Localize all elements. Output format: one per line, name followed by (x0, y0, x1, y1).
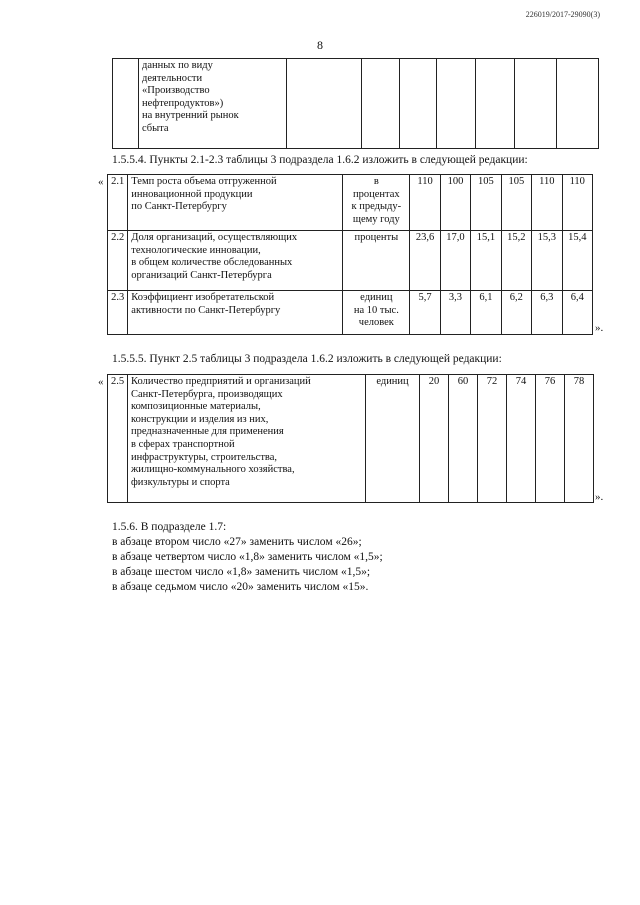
text-line: Количество предприятий и организаций (131, 376, 311, 387)
unit: единиц (366, 375, 420, 503)
value-cell: 15,4 (562, 231, 592, 291)
document-id: 226019/2017-29090(3) (525, 10, 600, 19)
value-cell: 6,2 (501, 291, 531, 335)
text-line: человек (358, 317, 394, 329)
cell-value (362, 59, 400, 149)
text-line: процентах (353, 188, 400, 200)
cell-value (437, 59, 476, 149)
indicator-name (128, 231, 343, 291)
indicator-name (128, 375, 366, 503)
text-line: к предыду- (351, 201, 402, 213)
text-line: организаций Санкт-Петербурга (131, 269, 272, 281)
value-cell: 6,4 (562, 291, 592, 335)
value-cell: 6,1 (471, 291, 501, 335)
cell-num (113, 59, 139, 149)
close-quote: ». (595, 322, 604, 334)
open-quote: « (98, 376, 104, 388)
paragraph-1-5-5-4: 1.5.5.4. Пункты 2.1-2.3 таблицы 3 подраздела 1.6.2 изложить в следующей редакции: (112, 154, 528, 166)
indicator-name (128, 175, 343, 231)
value-cell: 78 (565, 375, 594, 503)
value-cell: 5,7 (410, 291, 440, 335)
cell-value (400, 59, 437, 149)
top-table (112, 58, 599, 149)
text-line: щему году (352, 213, 400, 225)
text-line: Темп роста объема отгруженной (131, 176, 277, 187)
value-cell: 6,3 (532, 291, 562, 335)
text-line: Коэффициент изобретательской (131, 292, 275, 303)
value-cell: 105 (501, 175, 531, 231)
value-cell: 110 (562, 175, 592, 231)
unit (343, 175, 410, 231)
table-row (108, 231, 593, 291)
row-number: 2.5 (108, 375, 128, 503)
text-line: «Производство (142, 85, 210, 97)
value-cell: 76 (536, 375, 565, 503)
row-number: 2.3 (108, 291, 128, 335)
text-line: на внутренний рынок (142, 110, 239, 122)
text-line: физкультуры и спорта (131, 476, 230, 488)
page-number: 8 (317, 38, 323, 52)
text-line: инновационной продукции (131, 188, 253, 200)
value-cell: 72 (478, 375, 507, 503)
value-cell: 15,1 (471, 231, 501, 291)
value-cell: 60 (449, 375, 478, 503)
table-row (108, 175, 593, 231)
text-line: в сферах транспортной (131, 438, 235, 450)
text-line: конструкции и изделия из них, (131, 413, 269, 425)
value-cell: 3,3 (440, 291, 470, 335)
indicator-name (128, 291, 343, 335)
value-cell: 20 (420, 375, 449, 503)
cell-indicator (139, 59, 287, 149)
section-1-5-6 (112, 520, 383, 595)
list-item: в абзаце втором число «27» заменить числом «26»; (112, 536, 362, 548)
text-line: деятельности (142, 72, 203, 84)
open-quote: « (98, 176, 104, 188)
paragraph-1-5-5-5: 1.5.5.5. Пункт 2.5 таблицы 3 подраздела 1.6.2 изложить в следующей редакции: (112, 353, 502, 365)
list-item: в абзаце шестом число «1,8» заменить числом «1,5»; (112, 566, 371, 578)
text-line: сбыта (142, 122, 169, 134)
text-line: единиц (360, 292, 393, 303)
text-line: по Санкт-Петербургу (131, 201, 227, 213)
cell-unit (287, 59, 362, 149)
text-line: Санкт-Петербурга, производящих (131, 388, 283, 400)
value-cell: 15,3 (532, 231, 562, 291)
cell-value (476, 59, 515, 149)
text-line: композиционные материалы, (131, 401, 261, 413)
section-heading: 1.5.6. В подразделе 1.7: (112, 521, 227, 533)
text-line: технологические инновации, (131, 244, 261, 256)
value-cell: 110 (532, 175, 562, 231)
table-row (108, 375, 594, 503)
close-quote: ». (595, 491, 604, 503)
value-cell: 74 (507, 375, 536, 503)
value-cell: 15,2 (501, 231, 531, 291)
table-indicator-2-5 (107, 374, 594, 503)
list-item: в абзаце четвертом число «1,8» заменить числом «1,5»; (112, 551, 383, 563)
value-cell: 100 (440, 175, 470, 231)
text-line: инфраструктуры, строительства, (131, 451, 278, 463)
cell-value (557, 59, 599, 149)
text-line: нефтепродуктов») (142, 97, 224, 109)
text-line: проценты (354, 232, 399, 243)
value-cell: 110 (410, 175, 440, 231)
text-line: на 10 тыс. (353, 304, 399, 316)
text-line: предназначенные для применения (131, 426, 284, 438)
value-cell: 105 (471, 175, 501, 231)
text-line: Доля организаций, осуществляющих (131, 232, 298, 243)
cell-value (515, 59, 557, 149)
value-cell: 17,0 (440, 231, 470, 291)
unit (343, 231, 410, 291)
table-indicators-2-1-2-3 (107, 174, 593, 335)
text-line: активности по Санкт-Петербургу (131, 304, 281, 316)
value-cell: 23,6 (410, 231, 440, 291)
list-item: в абзаце седьмом число «20» заменить числом «15». (112, 581, 369, 593)
table-row (108, 291, 593, 335)
text-line: данных по виду (142, 60, 213, 71)
row-number: 2.2 (108, 231, 128, 291)
unit (343, 291, 410, 335)
text-line: в (373, 176, 379, 187)
text-line: жилищно-коммунального хозяйства, (131, 464, 295, 476)
text-line: в общем количестве обследованных (131, 257, 293, 269)
row-number: 2.1 (108, 175, 128, 231)
